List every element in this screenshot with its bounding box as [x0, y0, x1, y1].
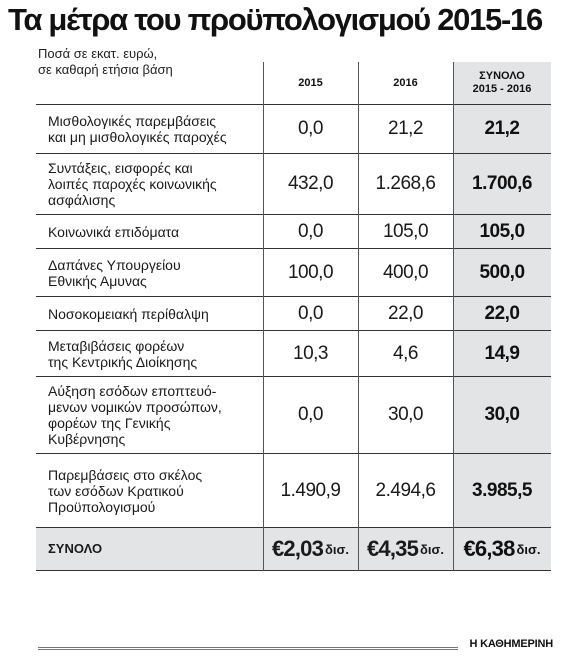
column-header-2016: 2016 — [393, 76, 418, 89]
table-row — [36, 453, 551, 527]
summary-2015-unit: δισ. — [325, 541, 350, 557]
value-2016: 2.494,6 — [375, 479, 436, 501]
column-header-total-line-1: ΣΥΝΟΛΟ — [479, 70, 525, 82]
row-label-line: Μισθολογικές παρεμβάσεις — [48, 113, 216, 129]
value-2015: 1.490,9 — [280, 479, 341, 501]
value-total: 22,0 — [453, 297, 551, 330]
summary-2015 — [263, 528, 358, 570]
value-2015: 0,0 — [298, 118, 323, 139]
summary-2015-amount: €2,03 — [271, 536, 324, 561]
value-2015: 0,0 — [298, 404, 323, 425]
row-label-line: Αύξηση εσόδων εποπτευό- — [48, 383, 217, 399]
footer-rule — [38, 647, 458, 650]
table-row — [36, 153, 551, 214]
column-header-2015: 2015 — [298, 76, 323, 89]
value-2015: 100,0 — [287, 261, 334, 283]
value-2015: 0,0 — [298, 302, 323, 324]
row-label-line: λοιπές παροχές κοινωνικής — [48, 176, 217, 192]
summary-total-unit: δισ. — [516, 541, 541, 557]
row-label-line: φορέων της Γενικής — [48, 415, 171, 431]
column-divider — [453, 62, 454, 571]
table-row — [36, 330, 551, 376]
value-2015: 432,0 — [287, 173, 334, 194]
row-label — [36, 454, 263, 527]
value-2015: 0,0 — [298, 220, 323, 242]
value-total: 500,0 — [453, 249, 551, 296]
summary-total-amount: €6,38 — [463, 536, 515, 561]
row-label — [36, 297, 263, 330]
row-label-line: Εθνικής Αμυνας — [48, 272, 147, 289]
row-label-line: Δαπάνες Υπουργείου — [48, 256, 181, 273]
value-total: 1.700,6 — [453, 154, 551, 214]
row-label-line: της Κεντρικής Διοίκησης — [48, 353, 198, 370]
column-divider — [263, 62, 264, 571]
value-2016: 22,0 — [388, 302, 423, 324]
table-row — [36, 296, 551, 330]
table-row — [36, 104, 551, 153]
budget-measures-table — [36, 62, 551, 571]
table-header — [36, 62, 551, 104]
row-label-line: των εσόδων Κρατικού — [48, 482, 184, 499]
row-label — [36, 249, 263, 296]
value-2016: 4,6 — [393, 342, 418, 364]
row-label-line: Συντάξεις, εισφορές και — [48, 160, 193, 176]
column-header-total-line-2: 2015 - 2016 — [472, 83, 532, 95]
row-label-line: Κοινωνικά επιδόματα — [48, 223, 180, 240]
value-2016: 400,0 — [382, 261, 429, 283]
table-row — [36, 248, 551, 296]
row-label-line: μενων νομικών προσώπων, — [48, 399, 222, 415]
row-label-line: Νοσοκομειακή περίθαλψη — [48, 305, 209, 322]
value-2015: 10,3 — [293, 342, 328, 364]
row-label — [36, 215, 263, 248]
column-header-total — [453, 62, 551, 104]
units-note-line-2: σε καθαρή ετήσια βάση — [38, 62, 173, 77]
row-label-line: Μεταβιβάσεις φορέων — [48, 337, 185, 354]
row-label-line: Κυβέρνησης — [48, 431, 126, 447]
row-label — [36, 377, 263, 453]
row-label — [36, 105, 263, 153]
column-divider — [358, 62, 359, 571]
value-total: 30,0 — [453, 377, 551, 453]
source-credit: Η ΚΑΘΗΜΕΡΙΝΗ — [469, 638, 553, 650]
summary-total — [453, 528, 551, 570]
value-total: 3.985,5 — [453, 454, 551, 527]
summary-2016 — [358, 528, 453, 570]
row-label-line: ασφάλισης — [48, 192, 116, 208]
units-note-line-1: Ποσά σε εκατ. ευρώ, — [38, 46, 158, 61]
row-label-line: και μη μισθολογικές παροχές — [48, 129, 227, 145]
summary-row — [36, 527, 551, 571]
row-label-line: Παρεμβάσεις στο σκέλος — [48, 466, 203, 483]
row-label — [36, 154, 263, 214]
page-title: Τα μέτρα του προϋπολογισμού 2015-16 — [8, 2, 542, 37]
table-row — [36, 214, 551, 248]
value-2016: 21,2 — [388, 118, 423, 139]
summary-label: ΣΥΝΟΛΟ — [36, 528, 263, 570]
row-label — [36, 331, 263, 376]
summary-2016-amount: €4,35 — [366, 536, 419, 561]
value-2016: 105,0 — [382, 220, 429, 242]
summary-2016-unit: δισ. — [420, 541, 445, 557]
value-total: 21,2 — [453, 105, 551, 153]
row-label-line: Προϋπολογισμού — [48, 498, 156, 515]
value-total: 105,0 — [453, 215, 551, 248]
value-2016: 30,0 — [388, 404, 423, 425]
table-row — [36, 376, 551, 453]
value-2016: 1.268,6 — [375, 173, 436, 194]
table-body — [36, 104, 551, 571]
value-total: 14,9 — [453, 331, 551, 376]
